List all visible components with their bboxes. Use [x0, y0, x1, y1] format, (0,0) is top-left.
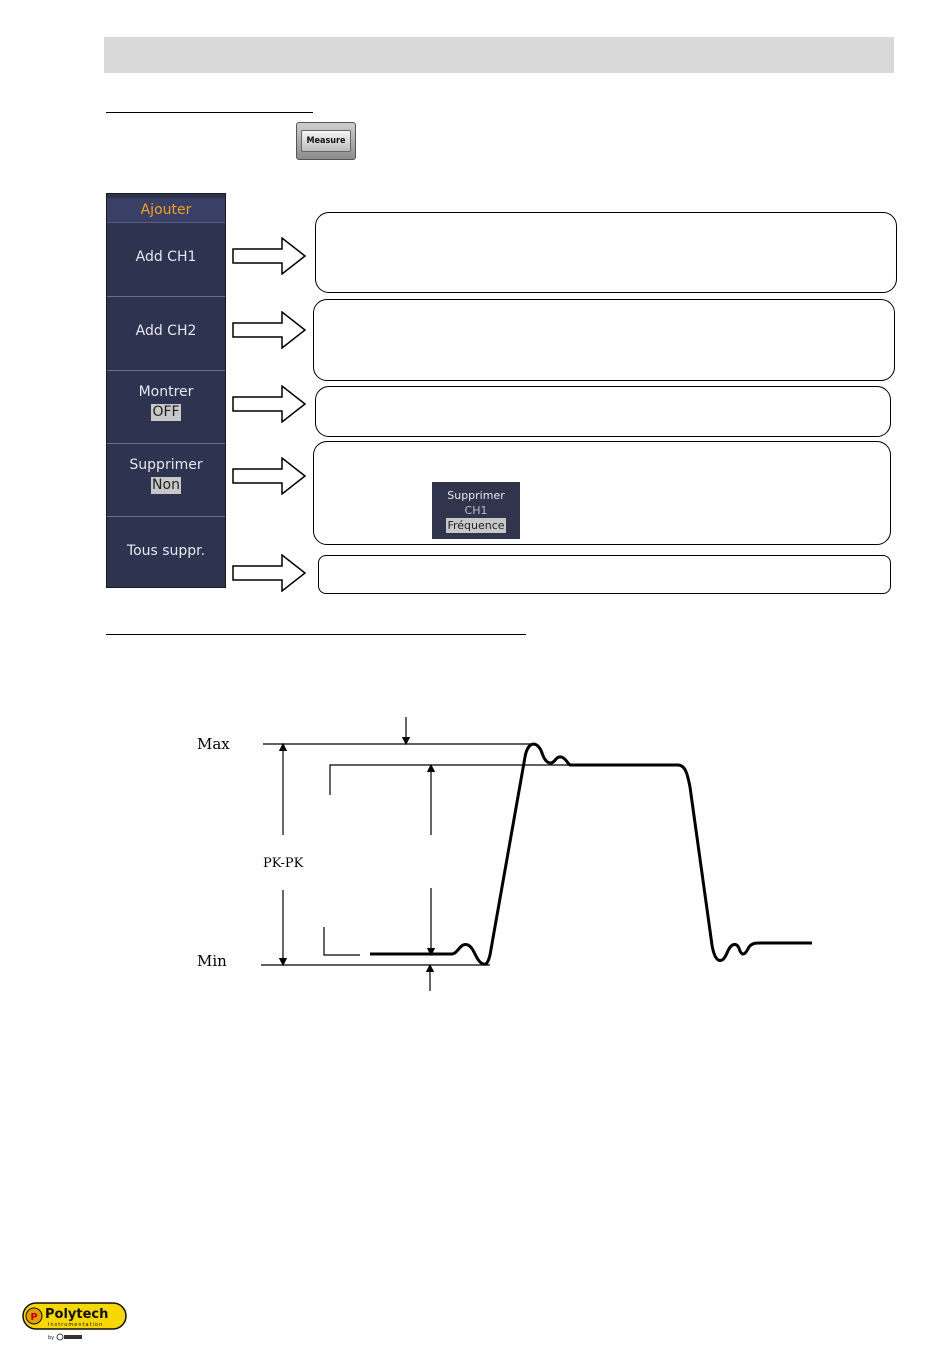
logo-by: by [48, 1335, 55, 1341]
menu-item-label: Add CH2 [135, 323, 197, 339]
logo-brand: Polytech [45, 1307, 109, 1322]
arrow-right-icon [232, 385, 308, 423]
description-box-supprimer [313, 441, 891, 545]
measure-button[interactable] [296, 122, 356, 160]
measure-button-label: Measure [301, 130, 351, 152]
menu-item-value: OFF [152, 404, 180, 420]
menu-item-label: Add CH1 [135, 249, 197, 265]
menu-item-label: Montrer [138, 384, 194, 400]
arrow-right-icon [232, 237, 308, 275]
logo-tagline: Instrumentation [48, 1322, 104, 1328]
arrow-right-icon [232, 311, 308, 349]
title-underline [106, 112, 313, 113]
description-box-add-ch2 [313, 299, 895, 381]
description-box-add-ch1 [315, 212, 897, 293]
description-box-montrer [315, 386, 891, 437]
polytech-logo [22, 1302, 132, 1342]
submenu-channel: CH1 [464, 504, 488, 517]
pkpk-label: PK-PK [263, 856, 304, 871]
delete-submenu-preview [432, 482, 520, 539]
square-waveform-trace [370, 744, 812, 964]
menu-item-label: Supprimer [129, 457, 203, 473]
section-header-bar [104, 37, 894, 73]
section-underline [106, 634, 526, 635]
menu-item-add-ch2[interactable] [107, 297, 225, 371]
submenu-title: Supprimer [447, 489, 505, 502]
svg-text:P: P [30, 1312, 38, 1323]
menu-item-value: Non [152, 477, 180, 493]
max-label: Max [197, 735, 230, 753]
arrow-right-icon [232, 457, 308, 495]
menu-item-add-ch1[interactable] [107, 223, 225, 297]
base-level-line [324, 927, 360, 955]
measure-menu [106, 193, 226, 588]
min-label: Min [197, 952, 227, 970]
waveform-diagram [190, 705, 830, 1005]
menu-item-montrer[interactable] [107, 371, 225, 444]
submenu-value: Fréquence [447, 519, 505, 532]
menu-title: Ajouter [107, 198, 225, 223]
description-box-tous-suppr [318, 555, 891, 594]
menu-item-tous-suppr[interactable] [107, 517, 225, 587]
menu-item-label: Tous suppr. [126, 543, 206, 559]
menu-item-supprimer[interactable] [107, 444, 225, 517]
arrow-right-icon [232, 554, 308, 592]
top-level-line [330, 765, 680, 795]
